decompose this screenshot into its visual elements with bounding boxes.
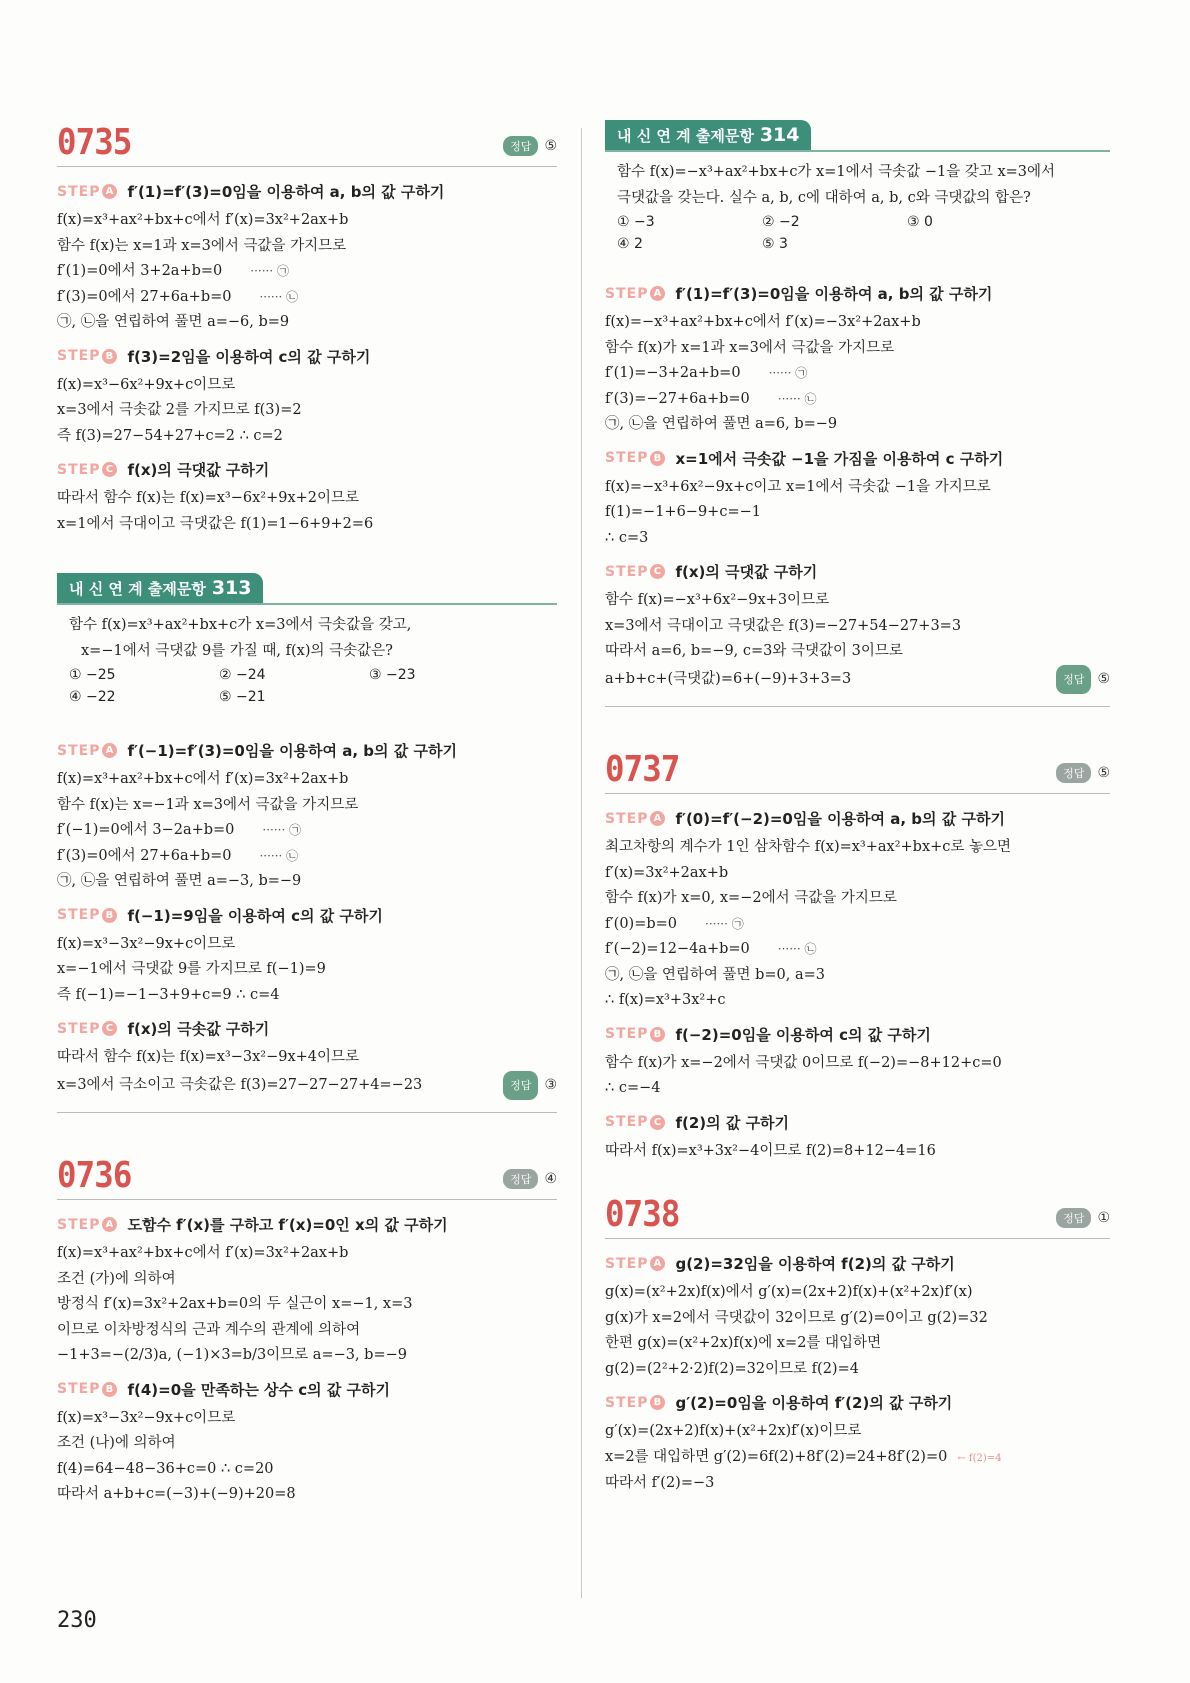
step-letter: B (650, 1027, 665, 1042)
step-title: x=1에서 극솟값 −1을 가짐을 이용하여 c 구하기 (675, 449, 1004, 468)
column-divider (581, 128, 582, 1598)
solution-line (605, 639, 1110, 665)
line-text: ∴ c=3 (605, 529, 649, 546)
answer-value: ③ (544, 1076, 557, 1093)
step-letter: C (650, 1115, 665, 1130)
exam-box-314 (605, 120, 1110, 707)
choices (57, 664, 557, 708)
separator (605, 706, 1110, 707)
equation-tag: ······ ㉠ (705, 916, 744, 931)
line-text: f(4)=64−48−36+c=0 ∴ c=20 (57, 1460, 274, 1477)
step-title: f(x)의 극댓값 구하기 (127, 461, 270, 479)
step-heading (57, 740, 557, 761)
line-text: g(x)=(x²+2x)f(x)에서 g′(x)=(2x+2)f(x)+(x²+2x)f′(x) (605, 1284, 973, 1300)
step-label: STEP (57, 1216, 101, 1233)
solution-line (57, 285, 557, 311)
line-text: 따라서 a=6, b=−9, c=3와 극댓값이 3이므로 (605, 643, 903, 659)
question-line: 극댓값을 갖는다. 실수 a, b, c에 대하여 a, b, c와 극댓값의 합은? (617, 189, 1031, 206)
choice: ③ 0 (907, 214, 933, 230)
choice: ③ −23 (369, 667, 416, 683)
step-letter: A (102, 184, 117, 199)
problem-number: 0737 (605, 749, 680, 790)
line-text: x=3에서 극대이고 극댓값은 f(3)=−27+54−27+3=3 (605, 617, 962, 634)
solution-line (57, 1431, 557, 1457)
step-title: f(−1)=9임을 이용하여 c의 값 구하기 (127, 906, 383, 925)
step-title: f(3)=2임을 이용하여 c의 값 구하기 (127, 347, 371, 366)
step-label: STEP (57, 742, 101, 759)
solution-line (605, 1419, 1110, 1445)
solution-line (605, 1471, 1110, 1497)
final-text: a+b+c+(극댓값)=6+(−9)+3+3=3 (605, 670, 852, 687)
answer-badge: 정답 (503, 136, 538, 156)
solution-line (57, 259, 557, 285)
line-text: f′(3)=−27+6a+b=0 (605, 390, 750, 407)
step-heading (605, 561, 1110, 582)
step-heading (57, 459, 557, 480)
answer-value: ⑤ (1097, 670, 1110, 687)
solution-line (57, 398, 557, 424)
line-text: g(2)=(2²+2·2)f(2)=32이므로 f(2)=4 (605, 1360, 859, 1377)
step-heading (605, 1253, 1110, 1274)
step-tag (605, 450, 665, 466)
step-title: f′(1)=f′(3)=0임을 이용하여 a, b의 값 구하기 (675, 285, 993, 303)
answer (1056, 763, 1110, 783)
step-letter: C (650, 564, 665, 579)
equation-tag: ······ ㉡ (777, 391, 817, 406)
answer (503, 136, 557, 156)
step-letter: A (650, 286, 665, 301)
separator (57, 1112, 557, 1113)
line-text: 함수 f(x)가 x=1과 x=3에서 극값을 가지므로 (605, 339, 895, 356)
solution-line (605, 526, 1110, 552)
step-heading (605, 283, 1110, 304)
line-text: x=−1에서 극댓값 9를 가지므로 f(−1)=9 (57, 961, 326, 977)
box-number: 313 (211, 577, 252, 599)
line-text: f′(−1)=0에서 3−2a+b=0 (57, 822, 235, 838)
step-letter: A (650, 811, 665, 826)
step-title: f′(1)=f′(3)=0임을 이용하여 a, b의 값 구하기 (127, 183, 445, 201)
solution-line (57, 424, 557, 450)
step-heading (605, 1112, 1110, 1133)
answer (1056, 1208, 1110, 1228)
solution-line (57, 793, 557, 819)
side-note: ← f(2)=4 (957, 1452, 1002, 1464)
solution-line (57, 1482, 557, 1508)
step-letter: B (102, 908, 117, 923)
solution-steps (605, 283, 1110, 665)
step-title: f′(−1)=f′(3)=0임을 이용하여 a, b의 값 구하기 (127, 742, 457, 760)
solution-line (57, 983, 557, 1009)
line-text: ㉠, ㉡을 연립하여 풀면 a=−3, b=−9 (57, 873, 302, 889)
solution-line (605, 588, 1110, 614)
step-label: STEP (57, 183, 101, 200)
answer-badge: 정답 (1056, 1208, 1091, 1228)
answer (1056, 665, 1110, 695)
line-text: 이므로 이차방정식의 근과 계수의 관계에 의하여 (57, 1321, 361, 1338)
step-label: STEP (57, 1020, 101, 1037)
solution-line (57, 486, 557, 512)
step-tag (605, 286, 665, 302)
step-letter: B (102, 349, 117, 364)
solution-line (605, 886, 1110, 912)
line-text: g(x)가 x=2에서 극댓값이 32이므로 g′(2)=0이고 g(2)=32 (605, 1309, 988, 1326)
step-label: STEP (57, 1381, 101, 1397)
line-text: 따라서 a+b+c=(−3)+(−9)+20=8 (57, 1486, 296, 1502)
step-tag (605, 1114, 665, 1130)
box-title (57, 573, 263, 603)
solution-line (57, 1343, 557, 1369)
solution-line (605, 387, 1110, 413)
question-line: x=−1에서 극댓값 9를 가질 때, f(x)의 극솟값은? (81, 642, 393, 659)
solution-line (57, 1457, 557, 1483)
step-tag (57, 1021, 117, 1037)
step-label: STEP (605, 1114, 649, 1130)
line-text: ㉠, ㉡을 연립하여 풀면 a=6, b=−9 (605, 416, 838, 432)
step-heading (605, 808, 1110, 829)
line-text: f′(x)=3x²+2ax+b (605, 864, 729, 881)
step-title: g′(2)=0임을 이용하여 f′(2)의 값 구하기 (675, 1394, 953, 1412)
line-text: 따라서 함수 f(x)는 f(x)=x³−3x²−9x+4이므로 (57, 1049, 360, 1065)
solution-line (57, 1045, 557, 1071)
line-text: 따라서 함수 f(x)는 f(x)=x³−6x²+9x+2이므로 (57, 490, 360, 506)
line-text: 방정식 f′(x)=3x²+2ax+b=0의 두 실근이 x=−1, x=3 (57, 1296, 413, 1312)
box-number: 314 (759, 124, 800, 146)
step-tag (57, 1381, 117, 1397)
solution-line (605, 988, 1110, 1014)
solution-line (57, 1292, 557, 1318)
choice: ② −24 (219, 667, 266, 683)
step-tag (57, 462, 117, 478)
answer (503, 1071, 557, 1101)
solution-line (57, 957, 557, 983)
step-letter: B (650, 1395, 665, 1410)
box-rule (605, 150, 1110, 152)
equation-tag: ······ ㉡ (259, 848, 299, 863)
right-column (605, 120, 1110, 1497)
line-text: ㉠, ㉡을 연립하여 풀면 a=−6, b=9 (57, 314, 290, 330)
step-letter: B (102, 1382, 117, 1397)
problem-0738 (605, 1192, 1110, 1497)
left-column (57, 120, 557, 1508)
answer-badge: 정답 (1056, 763, 1091, 783)
page-number: 230 (57, 1608, 97, 1633)
solution-line (605, 475, 1110, 501)
step-tag (57, 184, 117, 200)
solution-line (605, 1139, 1110, 1165)
choice: ② −2 (762, 214, 800, 230)
solution-line (605, 912, 1110, 938)
step-label: STEP (57, 461, 101, 478)
equation-tag: ······ ㉠ (250, 264, 289, 278)
solution-line (605, 937, 1110, 963)
solution-line (57, 869, 557, 895)
line-text: 한편 g(x)=(x²+2x)f(x)에 x=2를 대입하면 (605, 1335, 882, 1351)
step-heading (605, 1024, 1110, 1045)
solution-line (605, 614, 1110, 640)
final-line (605, 665, 1110, 695)
solution-line (605, 1306, 1110, 1332)
solution-line (605, 1357, 1110, 1383)
choice: ① −3 (617, 214, 655, 230)
line-text: 즉 f(3)=27−54+27+c=2 ∴ c=2 (57, 427, 283, 444)
answer-value: ① (1097, 1210, 1110, 1226)
equation-tag: ······ ㉠ (768, 366, 808, 380)
step-title: f(2)의 값 구하기 (675, 1113, 790, 1132)
box-label: 내 신 연 계 출제문항 (617, 127, 754, 145)
line-text: 최고차항의 계수가 1인 삼차함수 f(x)=x³+ax²+bx+c로 놓으면 (605, 839, 1012, 855)
step-letter: A (650, 1256, 665, 1271)
question-line: 함수 f(x)=−x³+ax²+bx+c가 x=1에서 극솟값 −1을 갖고 x=3에서 (617, 164, 1056, 180)
solution-line (605, 1280, 1110, 1306)
answer-value: ④ (544, 1171, 557, 1187)
step-label: STEP (605, 1394, 649, 1411)
final-text: x=3에서 극소이고 극솟값은 f(3)=27−27−27+4=−23 (57, 1076, 423, 1093)
answer-badge: 정답 (1056, 665, 1091, 695)
step-title: f(x)의 극댓값 구하기 (675, 563, 818, 581)
box-rule (57, 603, 557, 605)
solution-line (605, 500, 1110, 526)
line-text: f(x)=−x³+6x²−9x+c이고 x=1에서 극솟값 −1을 가지므로 (605, 478, 991, 495)
step-heading (57, 1214, 557, 1235)
solution-line (605, 412, 1110, 438)
solution-line (605, 1445, 1110, 1472)
choice: ⑤ 3 (762, 236, 788, 252)
solution-steps (605, 1253, 1110, 1497)
problem-0735 (57, 120, 557, 537)
answer-badge: 정답 (503, 1169, 538, 1189)
line-text: x=3에서 극솟값 2를 가지므로 f(3)=2 (57, 402, 302, 418)
step-heading (57, 1379, 557, 1400)
step-label: STEP (605, 563, 649, 580)
solution-line (605, 310, 1110, 336)
step-tag (605, 1026, 665, 1042)
line-text: ∴ c=−4 (605, 1080, 661, 1096)
step-label: STEP (605, 285, 649, 302)
step-tag (605, 1395, 665, 1411)
line-text: f′(3)=0에서 27+6a+b=0 (57, 847, 232, 864)
step-title: f(−2)=0임을 이용하여 c의 값 구하기 (675, 1025, 931, 1044)
step-heading (57, 346, 557, 367)
line-text: 함수 f(x)는 x=−1과 x=3에서 극값을 가지므로 (57, 796, 359, 813)
solution-line (57, 234, 557, 260)
final-line (57, 1071, 557, 1101)
step-heading (605, 448, 1110, 469)
line-text: f(1)=−1+6−9+c=−1 (605, 504, 761, 520)
step-title: 도함수 f′(x)를 구하고 f′(x)=0인 x의 값 구하기 (127, 1216, 448, 1234)
step-title: f′(0)=f′(−2)=0임을 이용하여 a, b의 값 구하기 (675, 810, 1005, 828)
solution-line (57, 373, 557, 399)
step-heading (605, 1392, 1110, 1413)
line-text: −1+3=−(2/3)a, (−1)×3=b/3이므로 a=−3, b=−9 (57, 1347, 407, 1363)
step-label: STEP (57, 907, 101, 923)
question-line: 함수 f(x)=x³+ax²+bx+c가 x=3에서 극솟값을 갖고, (69, 617, 412, 633)
choice: ④ 2 (617, 236, 643, 252)
line-text: f(x)=x³+ax²+bx+c에서 f′(x)=3x²+2ax+b (57, 1245, 349, 1261)
solution-line (57, 1318, 557, 1344)
line-text: f(x)=x³+ax²+bx+c에서 f′(x)=3x²+2ax+b (57, 771, 349, 787)
step-letter: C (102, 1021, 117, 1036)
exam-box-313 (57, 573, 557, 1113)
problem-0736 (57, 1153, 557, 1508)
problem-number: 0738 (605, 1194, 680, 1235)
line-text: ∴ f(x)=x³+3x²+c (605, 992, 726, 1008)
step-tag (57, 743, 117, 759)
solution-line (57, 1406, 557, 1432)
box-label: 내 신 연 계 출제문항 (69, 580, 206, 598)
solution-steps (57, 1214, 557, 1508)
solution-steps (605, 808, 1110, 1164)
answer-badge: 정답 (503, 1071, 538, 1101)
choice: ⑤ −21 (219, 689, 266, 705)
line-text: 즉 f(−1)=−1−3+9+c=9 ∴ c=4 (57, 986, 280, 1003)
answer (503, 1169, 557, 1189)
solution-line (57, 310, 557, 336)
line-text: 함수 f(x)=−x³+6x²−9x+3이므로 (605, 592, 830, 608)
line-text: 따라서 f(x)=x³+3x²−4이므로 f(2)=8+12−4=16 (605, 1142, 936, 1159)
line-text: 따라서 f′(2)=−3 (605, 1475, 715, 1491)
choice: ① −25 (69, 667, 116, 683)
box-title (605, 120, 811, 150)
step-label: STEP (605, 1026, 649, 1042)
line-text: f′(0)=b=0 (605, 915, 678, 932)
solution-line (57, 932, 557, 958)
solution-line (605, 1331, 1110, 1357)
solution-line (605, 1051, 1110, 1077)
step-heading (57, 181, 557, 202)
solution-line (57, 767, 557, 793)
line-text: 조건 (나)에 의하여 (57, 1435, 176, 1451)
line-text: f(x)=x³−3x²−9x+c이므로 (57, 935, 236, 952)
line-text: g′(x)=(2x+2)f(x)+(x²+2x)f′(x)이므로 (605, 1423, 862, 1439)
step-label: STEP (605, 1255, 649, 1272)
solution-line (605, 1076, 1110, 1102)
step-tag (57, 907, 117, 923)
choice: ④ −22 (69, 689, 116, 705)
solution-line (57, 1241, 557, 1267)
line-text: f′(3)=0에서 27+6a+b=0 (57, 288, 232, 305)
step-tag (605, 811, 665, 827)
step-title: f(x)의 극솟값 구하기 (127, 1020, 270, 1038)
equation-tag: ······ ㉡ (259, 289, 299, 304)
solution-steps (57, 740, 557, 1071)
solution-line (57, 844, 557, 870)
problem-0737 (605, 747, 1110, 1164)
solution-line (605, 963, 1110, 989)
line-text: x=1에서 극대이고 극댓값은 f(1)=1−6+9+2=6 (57, 515, 374, 532)
solution-line (605, 361, 1110, 387)
line-text: 함수 f(x)는 x=1과 x=3에서 극값을 가지므로 (57, 237, 347, 254)
step-title: f(4)=0을 만족하는 상수 c의 값 구하기 (127, 1380, 391, 1399)
problem-number: 0735 (57, 122, 132, 163)
line-text: ㉠, ㉡을 연립하여 풀면 b=0, a=3 (605, 966, 825, 983)
line-text: x=2를 대입하면 g′(2)=6f(2)+8f′(2)=24+8f′(2)=0 (605, 1448, 948, 1465)
step-tag (605, 1256, 665, 1272)
step-letter: A (102, 1217, 117, 1232)
line-text: f′(1)=0에서 3+2a+b=0 (57, 263, 223, 279)
solution-line (57, 208, 557, 234)
solution-line (57, 512, 557, 538)
choices (605, 211, 1110, 255)
line-text: f(x)=x³−6x²+9x+c이므로 (57, 376, 236, 393)
line-text: f(x)=x³+ax²+bx+c에서 f′(x)=3x²+2ax+b (57, 212, 349, 228)
step-tag (57, 348, 117, 364)
step-label: STEP (57, 348, 101, 364)
solution-line (605, 861, 1110, 887)
problem-number: 0736 (57, 1155, 132, 1196)
line-text: f(x)=x³−3x²−9x+c이므로 (57, 1409, 236, 1426)
step-letter: B (650, 451, 665, 466)
line-text: 함수 f(x)가 x=−2에서 극댓값 0이므로 f(−2)=−8+12+c=0 (605, 1054, 1002, 1071)
step-heading (57, 1018, 557, 1039)
solution-line (605, 336, 1110, 362)
step-letter: C (102, 462, 117, 477)
solution-line (57, 818, 557, 844)
step-label: STEP (605, 450, 649, 466)
solution-line (57, 1267, 557, 1293)
solution-line (605, 835, 1110, 861)
line-text: 함수 f(x)가 x=0, x=−2에서 극값을 가지므로 (605, 890, 897, 906)
line-text: f′(−2)=12−4a+b=0 (605, 941, 750, 957)
answer-value: ⑤ (1097, 765, 1110, 781)
equation-tag: ······ ㉡ (777, 942, 817, 956)
step-tag (57, 1217, 117, 1233)
answer-value: ⑤ (544, 138, 557, 154)
solution-steps (57, 181, 557, 537)
line-text: f(x)=−x³+ax²+bx+c에서 f′(x)=−3x²+2ax+b (605, 314, 921, 330)
step-title: g(2)=32임을 이용하여 f(2)의 값 구하기 (675, 1255, 955, 1273)
line-text: f′(1)=−3+2a+b=0 (605, 365, 741, 381)
step-letter: A (102, 743, 117, 758)
line-text: 조건 (가)에 의하여 (57, 1270, 176, 1287)
step-tag (605, 564, 665, 580)
equation-tag: ······ ㉠ (262, 823, 302, 837)
step-label: STEP (605, 810, 649, 827)
step-heading (57, 905, 557, 926)
